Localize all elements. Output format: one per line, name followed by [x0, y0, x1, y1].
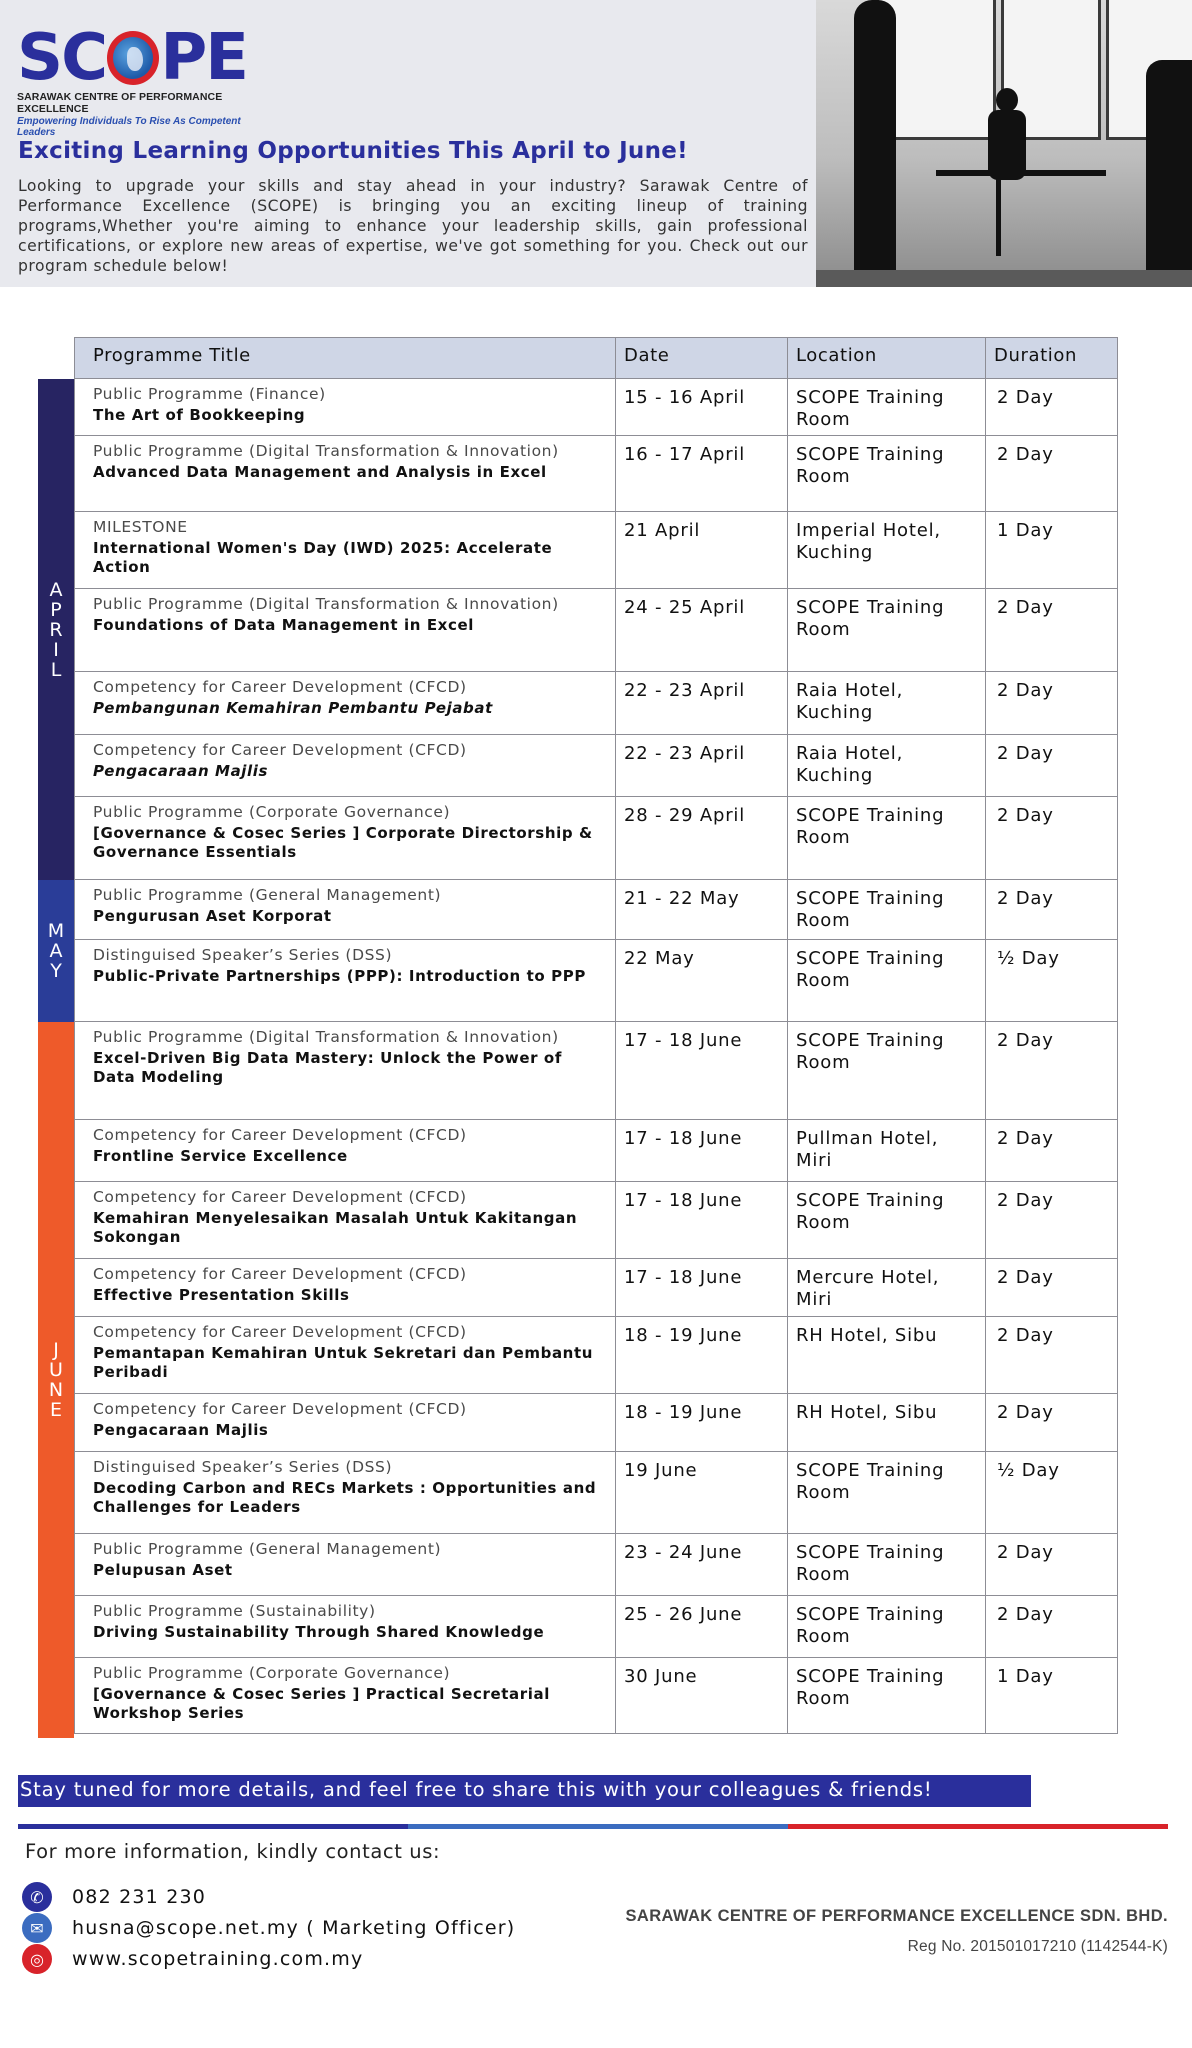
programme-title: Pemantapan Kemahiran Untuk Sekretari dan Pembantu Peribadi: [93, 1344, 594, 1381]
programme-title: Kemahiran Menyelesaikan Masalah Untuk Kakitangan Sokongan: [93, 1209, 578, 1246]
programme-cell: [75, 436, 616, 512]
programme-cell: [75, 1317, 616, 1394]
duration-cell: 2 Day: [986, 1394, 1118, 1452]
intro-paragraph: Looking to upgrade your skills and stay ahead in your industry? Sarawak Centre of Performance Excellence (SCOPE) is bringing you an exciting lineup of training programs,Whether you're aiming to enhance your leadership skills, gain professional certifications, or explore new areas of expertise, we've got something for you. Check out our program schedule below!: [18, 177, 808, 275]
table-row: [75, 512, 1118, 589]
date-cell: 22 - 23 April: [616, 735, 788, 797]
location-cell: SCOPE Training Room: [788, 589, 986, 672]
duration-cell: 2 Day: [986, 1596, 1118, 1658]
table-row: [75, 735, 1118, 797]
duration-cell: ½ Day: [986, 1452, 1118, 1534]
programme-title: Effective Presentation Skills: [93, 1286, 350, 1304]
table-silhouette: [936, 170, 1106, 176]
month-label-april: A P R I L: [38, 379, 74, 880]
logo-tagline: Empowering Individuals To Rise As Competent Leaders: [17, 116, 241, 138]
programme-title: Decoding Carbon and RECs Markets : Opportunities and Challenges for Leaders: [93, 1479, 597, 1516]
programme-title: International Women's Day (IWD) 2025: Accelerate Action: [93, 539, 553, 576]
programme-category: Public Programme (General Management): [93, 886, 442, 904]
company-name: SARAWAK CENTRE OF PERFORMANCE EXCELLENCE SDN. BHD.: [625, 1907, 1168, 1925]
duration-cell: 2 Day: [986, 1022, 1118, 1120]
programme-category: Public Programme (Digital Transformation & Innovation): [93, 442, 559, 460]
duration-cell: 2 Day: [986, 880, 1118, 940]
programme-cell: [75, 797, 616, 880]
duration-cell: 2 Day: [986, 735, 1118, 797]
mail-icon: ✉: [22, 1913, 52, 1943]
programme-cell: [75, 1120, 616, 1182]
location-cell: SCOPE Training Room: [788, 880, 986, 940]
programme-category: Public Programme (Finance): [93, 385, 326, 403]
programme-cell: [75, 940, 616, 1022]
programme-cell: [75, 512, 616, 589]
date-cell: 17 - 18 June: [616, 1120, 788, 1182]
logo-subtitle: SARAWAK CENTRE OF PERFORMANCE EXCELLENCE: [17, 91, 223, 115]
programme-category: Competency for Career Development (CFCD): [93, 678, 467, 696]
programme-cell: [75, 1259, 616, 1317]
table-row: [75, 1452, 1118, 1534]
table-row: [75, 1658, 1118, 1734]
date-cell: 17 - 18 June: [616, 1182, 788, 1259]
person-silhouette: [996, 88, 1018, 112]
programme-title: Pembangunan Kemahiran Pembantu Pejabat: [93, 699, 493, 717]
programme-title: [Governance & Cosec Series ] Practical Secretarial Workshop Series: [93, 1685, 550, 1722]
location-cell: SCOPE Training Room: [788, 1534, 986, 1596]
table-row: [75, 1534, 1118, 1596]
programme-title: Advanced Data Management and Analysis in Excel: [93, 463, 547, 481]
date-cell: 24 - 25 April: [616, 589, 788, 672]
table-row: [75, 1596, 1118, 1658]
header-banner: [0, 0, 1192, 287]
duration-cell: 2 Day: [986, 1534, 1118, 1596]
table-row: [75, 797, 1118, 880]
table-row: [75, 940, 1118, 1022]
duration-cell: 1 Day: [986, 1658, 1118, 1734]
programme-category: Public Programme (Digital Transformation & Innovation): [93, 1028, 559, 1046]
duration-cell: 2 Day: [986, 436, 1118, 512]
logo-letters-right: PE: [160, 21, 247, 95]
date-cell: 18 - 19 June: [616, 1317, 788, 1394]
programme-cell: [75, 672, 616, 735]
duration-cell: 2 Day: [986, 1120, 1118, 1182]
table-row: [75, 1120, 1118, 1182]
programme-category: MILESTONE: [93, 518, 188, 536]
contact-website[interactable]: www.scopetraining.com.my: [72, 1948, 364, 1970]
programme-cell: [75, 735, 616, 797]
date-cell: 21 - 22 May: [616, 880, 788, 940]
programme-cell: [75, 1022, 616, 1120]
table-row: [75, 379, 1118, 436]
column-header-duration: Duration: [986, 338, 1118, 379]
logo-wordmark: [17, 21, 247, 95]
scope-logo: [17, 21, 247, 138]
table-row: [75, 589, 1118, 672]
programme-title: Pengacaraan Majlis: [93, 1421, 269, 1439]
location-cell: SCOPE Training Room: [788, 436, 986, 512]
month-label-june: J U N E: [38, 1022, 74, 1738]
month-label-may: M A Y: [38, 880, 74, 1022]
globe-icon: [107, 31, 159, 85]
duration-cell: 2 Day: [986, 1259, 1118, 1317]
programme-cell: [75, 1394, 616, 1452]
column-header-date: Date: [616, 338, 788, 379]
table-row: [75, 1317, 1118, 1394]
company-registration: Reg No. 201501017210 (1142544-K): [907, 1938, 1168, 1955]
location-cell: RH Hotel, Sibu: [788, 1317, 986, 1394]
divider-stripe: [408, 1824, 788, 1829]
location-cell: SCOPE Training Room: [788, 797, 986, 880]
contact-email[interactable]: husna@scope.net.my ( Marketing Officer): [72, 1917, 516, 1939]
contact-heading: For more information, kindly contact us:: [25, 1840, 441, 1863]
programme-category: Public Programme (Digital Transformation & Innovation): [93, 595, 559, 613]
date-cell: 21 April: [616, 512, 788, 589]
programme-schedule-table: [74, 337, 1118, 1734]
logo-letters-left: SC: [17, 21, 107, 95]
table-row: [75, 1259, 1118, 1317]
location-cell: RH Hotel, Sibu: [788, 1394, 986, 1452]
column-header-title: Programme Title: [75, 338, 616, 379]
programme-category: Competency for Career Development (CFCD): [93, 741, 467, 759]
date-cell: 17 - 18 June: [616, 1022, 788, 1120]
person-silhouette: [854, 0, 896, 287]
location-cell: SCOPE Training Room: [788, 1022, 986, 1120]
programme-category: Competency for Career Development (CFCD): [93, 1400, 467, 1418]
location-cell: SCOPE Training Room: [788, 1596, 986, 1658]
programme-title: Public-Private Partnerships (PPP): Introduction to PPP: [93, 967, 586, 985]
duration-cell: ½ Day: [986, 940, 1118, 1022]
divider-stripe: [18, 1824, 408, 1829]
date-cell: 30 June: [616, 1658, 788, 1734]
programme-category: Public Programme (Corporate Governance): [93, 1664, 451, 1682]
table-header-row: [75, 338, 1118, 379]
programme-title: Foundations of Data Management in Excel: [93, 616, 474, 634]
programme-title: [Governance & Cosec Series ] Corporate Directorship & Governance Essentials: [93, 824, 593, 861]
programme-category: Competency for Career Development (CFCD): [93, 1265, 467, 1283]
date-cell: 19 June: [616, 1452, 788, 1534]
programme-cell: [75, 880, 616, 940]
duration-cell: 2 Day: [986, 672, 1118, 735]
programme-title: Driving Sustainability Through Shared Knowledge: [93, 1623, 545, 1641]
date-cell: 22 - 23 April: [616, 672, 788, 735]
programme-category: Distinguised Speaker’s Series (DSS): [93, 946, 393, 964]
programme-title: The Art of Bookkeeping: [93, 406, 306, 424]
page-headline: Exciting Learning Opportunities This April to June!: [18, 138, 688, 164]
programme-category: Public Programme (General Management): [93, 1540, 442, 1558]
location-cell: Imperial Hotel, Kuching: [788, 512, 986, 589]
programme-cell: [75, 1534, 616, 1596]
programme-category: Public Programme (Corporate Governance): [93, 803, 451, 821]
date-cell: 16 - 17 April: [616, 436, 788, 512]
location-cell: SCOPE Training Room: [788, 1452, 986, 1534]
floor-shadow: [816, 270, 1192, 287]
duration-cell: 2 Day: [986, 1317, 1118, 1394]
location-cell: Pullman Hotel, Miri: [788, 1120, 986, 1182]
programme-cell: [75, 589, 616, 672]
person-silhouette: [1146, 60, 1192, 287]
date-cell: 15 - 16 April: [616, 379, 788, 436]
date-cell: 22 May: [616, 940, 788, 1022]
programme-title: Frontline Service Excellence: [93, 1147, 348, 1165]
programme-title: Pengacaraan Majlis: [93, 762, 269, 780]
programme-cell: [75, 1596, 616, 1658]
stay-tuned-banner: Stay tuned for more details, and feel free to share this with your colleagues & friends!: [18, 1775, 1031, 1807]
phone-icon: ✆: [22, 1882, 52, 1912]
table-row: [75, 1394, 1118, 1452]
contact-email-row: [22, 1913, 515, 1943]
table-row: [75, 1182, 1118, 1259]
location-cell: Raia Hotel, Kuching: [788, 672, 986, 735]
location-cell: SCOPE Training Room: [788, 1182, 986, 1259]
table-silhouette: [996, 176, 1001, 256]
programme-title: Pelupusan Aset: [93, 1561, 233, 1579]
programme-cell: [75, 1182, 616, 1259]
programme-title: Excel-Driven Big Data Mastery: Unlock the Power of Data Modeling: [93, 1049, 562, 1086]
programme-title: Pengurusan Aset Korporat: [93, 907, 332, 925]
table-row: [75, 672, 1118, 735]
programme-category: Distinguised Speaker’s Series (DSS): [93, 1458, 393, 1476]
programme-cell: [75, 379, 616, 436]
location-cell: SCOPE Training Room: [788, 379, 986, 436]
date-cell: 28 - 29 April: [616, 797, 788, 880]
programme-category: Competency for Career Development (CFCD): [93, 1126, 467, 1144]
contact-phone-row: [22, 1882, 206, 1912]
location-cell: Raia Hotel, Kuching: [788, 735, 986, 797]
duration-cell: 2 Day: [986, 1182, 1118, 1259]
programme-category: Competency for Career Development (CFCD): [93, 1188, 467, 1206]
duration-cell: 2 Day: [986, 589, 1118, 672]
date-cell: 18 - 19 June: [616, 1394, 788, 1452]
table-row: [75, 1022, 1118, 1120]
contact-phone[interactable]: 082 231 230: [72, 1886, 207, 1908]
programme-category: Competency for Career Development (CFCD): [93, 1323, 467, 1341]
programme-cell: [75, 1658, 616, 1734]
divider-stripe: [788, 1824, 1168, 1829]
date-cell: 23 - 24 June: [616, 1534, 788, 1596]
date-cell: 17 - 18 June: [616, 1259, 788, 1317]
column-header-location: Location: [788, 338, 986, 379]
location-cell: SCOPE Training Room: [788, 940, 986, 1022]
table-row: [75, 880, 1118, 940]
date-cell: 25 - 26 June: [616, 1596, 788, 1658]
duration-cell: 2 Day: [986, 797, 1118, 880]
globe-icon: ◎: [22, 1944, 52, 1974]
programme-cell: [75, 1452, 616, 1534]
duration-cell: 2 Day: [986, 379, 1118, 436]
duration-cell: 1 Day: [986, 512, 1118, 589]
location-cell: Mercure Hotel, Miri: [788, 1259, 986, 1317]
table-row: [75, 436, 1118, 512]
location-cell: SCOPE Training Room: [788, 1658, 986, 1734]
programme-category: Public Programme (Sustainability): [93, 1602, 376, 1620]
contact-web-row: [22, 1944, 363, 1974]
office-photo: [816, 0, 1192, 287]
